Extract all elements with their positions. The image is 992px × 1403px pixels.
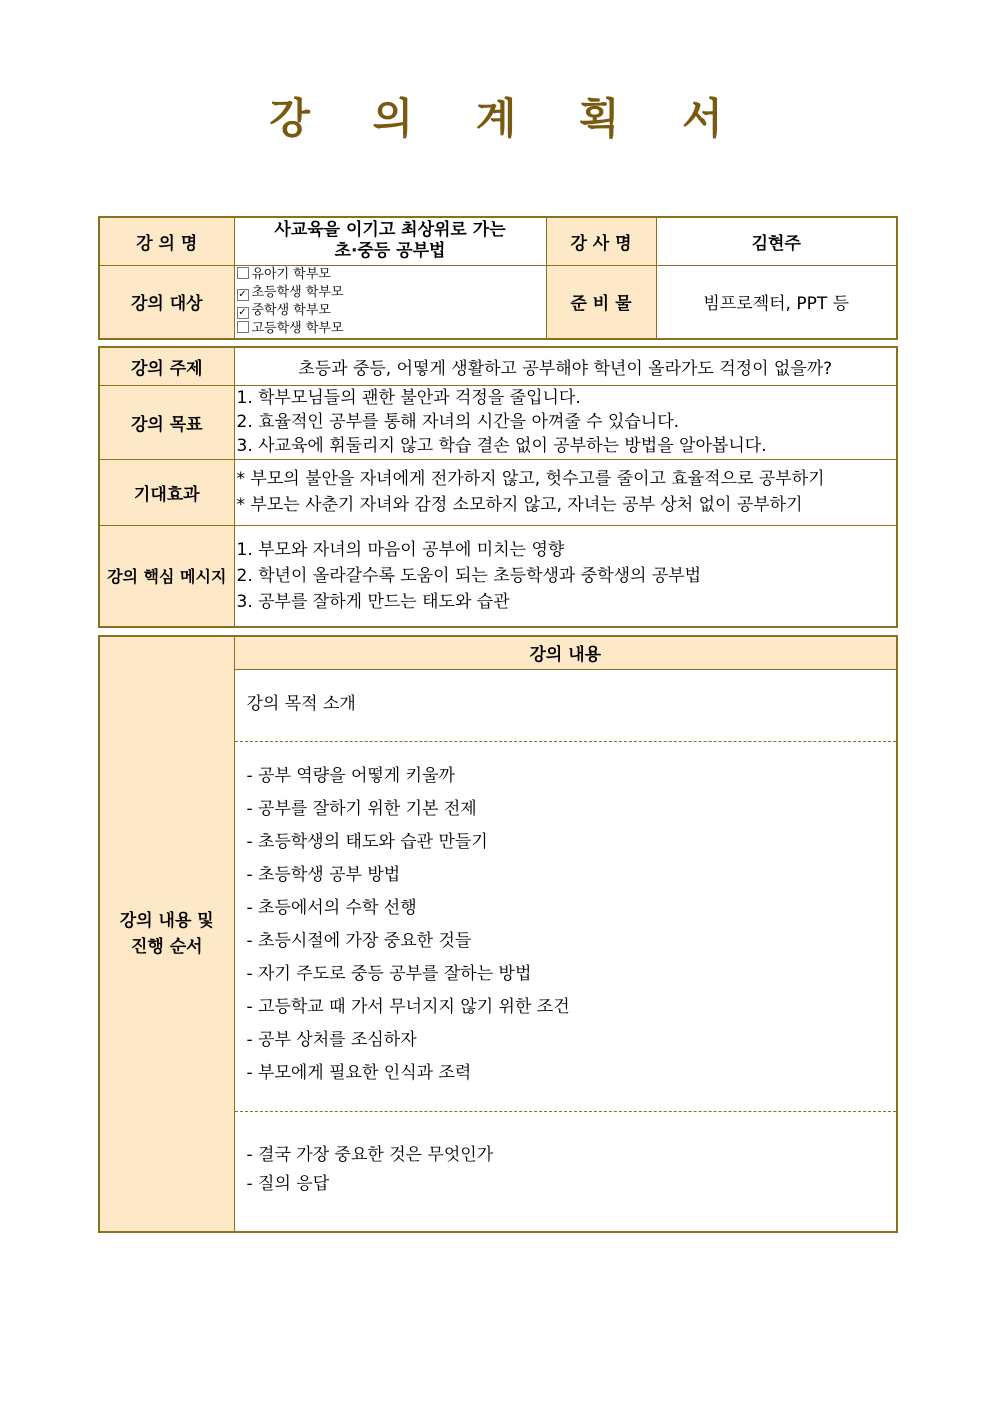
lecture-name: [234, 217, 546, 265]
target-item: 고등학생 학부모: [237, 320, 546, 338]
checkbox-icon[interactable]: [237, 267, 249, 279]
content-item: - 자기 주도로 중등 공부를 잘하는 방법: [246, 963, 532, 984]
content-item: - 공부 역량을 어떻게 키울까: [246, 765, 455, 786]
effect-item: * 부모의 불안을 자녀에게 전가하지 않고, 헛수고를 줄이고 효율적으로 공부하기: [236, 469, 825, 489]
materials-value: 빔프로젝터, PPT 등: [656, 265, 897, 339]
content-header: 강의 내용: [234, 636, 897, 669]
document-title: 강 의 계 획 서: [269, 94, 747, 143]
target-label: 강의 대상: [99, 265, 234, 339]
content-item: - 공부 상처를 조심하자: [246, 1029, 417, 1050]
topic-value: 초등과 중등, 어떻게 생활하고 공부해야 학년이 올라가도 걱정이 없을까?: [234, 347, 897, 385]
closing-item: - 질의 응답: [246, 1173, 330, 1194]
intro-text: 강의 목적 소개: [246, 693, 356, 714]
content-item: - 초등학생의 태도와 습관 만들기: [246, 831, 488, 852]
content-item: - 초등에서의 수학 선행: [246, 897, 417, 918]
info-table: [98, 216, 898, 340]
target-item: ✓ 초등학생 학부모: [238, 284, 344, 300]
closing-item: - 결국 가장 중요한 것은 무엇인가: [246, 1144, 494, 1165]
content-table: [98, 635, 898, 1233]
details-table: [98, 346, 898, 628]
lecture-name-line1: 사교육을 이기고 최상위로 가는: [274, 220, 506, 241]
message-item: 3. 공부를 잘하게 만드는 태도와 습관: [236, 591, 510, 612]
effects-label: 기대효과: [99, 459, 234, 525]
content-items: [235, 742, 897, 1090]
target-checklist: [234, 265, 546, 339]
goal-item: 3. 사교육에 휘둘리지 않고 학습 결손 없이 공부하는 방법을 알아봅니다.: [236, 436, 767, 456]
goal-item: 2. 효율적인 공부를 통해 자녀의 시간을 아껴줄 수 있습니다.: [236, 412, 680, 432]
checkbox-checked-icon[interactable]: ✓: [238, 306, 247, 318]
instructor-label: 강 사 명: [546, 217, 656, 265]
items-section: [235, 742, 897, 1112]
effect-item: * 부모는 사춘기 자녀와 감정 소모하지 않고, 자녀는 공부 상처 없이 공부하기: [236, 495, 803, 515]
target-item: ✓ 중학생 학부모: [238, 302, 331, 318]
lecture-name-label: 강 의 명: [99, 217, 234, 265]
content-item: - 공부를 잘하기 위한 기본 전제: [246, 798, 477, 819]
materials-label: 준 비 물: [546, 265, 656, 339]
goals-list: [234, 385, 897, 459]
content-body: [234, 669, 897, 1232]
effects-list: [234, 459, 897, 525]
messages-list: [234, 525, 897, 627]
goal-item: 1. 학부모님들의 괜한 불안과 걱정을 줄입니다.: [236, 388, 581, 408]
checkbox-checked-icon[interactable]: ✓: [238, 288, 247, 300]
message-item: 2. 학년이 올라갈수록 도움이 되는 초등학생과 중학생의 공부법: [236, 565, 702, 586]
intro-section: [235, 670, 897, 742]
topic-label: 강의 주제: [99, 347, 234, 385]
content-item: - 초등학생 공부 방법: [246, 864, 401, 885]
lecture-name-line2: 초·중등 공부법: [334, 241, 446, 262]
target-item: 유아기 학부모: [237, 266, 546, 284]
content-item: - 부모에게 필요한 인식과 조력: [246, 1062, 472, 1083]
content-side-label-line1: 강의 내용 및: [119, 911, 214, 931]
goals-label: 강의 목표: [99, 385, 234, 459]
checkbox-icon[interactable]: [237, 321, 249, 333]
content-item: - 고등학교 때 가서 무너지지 않기 위한 조건: [246, 996, 570, 1017]
content-side-label: [99, 636, 234, 1232]
closing-section: [235, 1112, 897, 1199]
content-side-label-line2: 진행 순서: [130, 937, 203, 957]
instructor-name: 김현주: [656, 217, 897, 265]
message-item: 1. 부모와 자녀의 마음이 공부에 미치는 영향: [236, 539, 565, 560]
content-item: - 초등시절에 가장 중요한 것들: [246, 930, 472, 951]
messages-label: 강의 핵심 메시지: [99, 525, 234, 627]
